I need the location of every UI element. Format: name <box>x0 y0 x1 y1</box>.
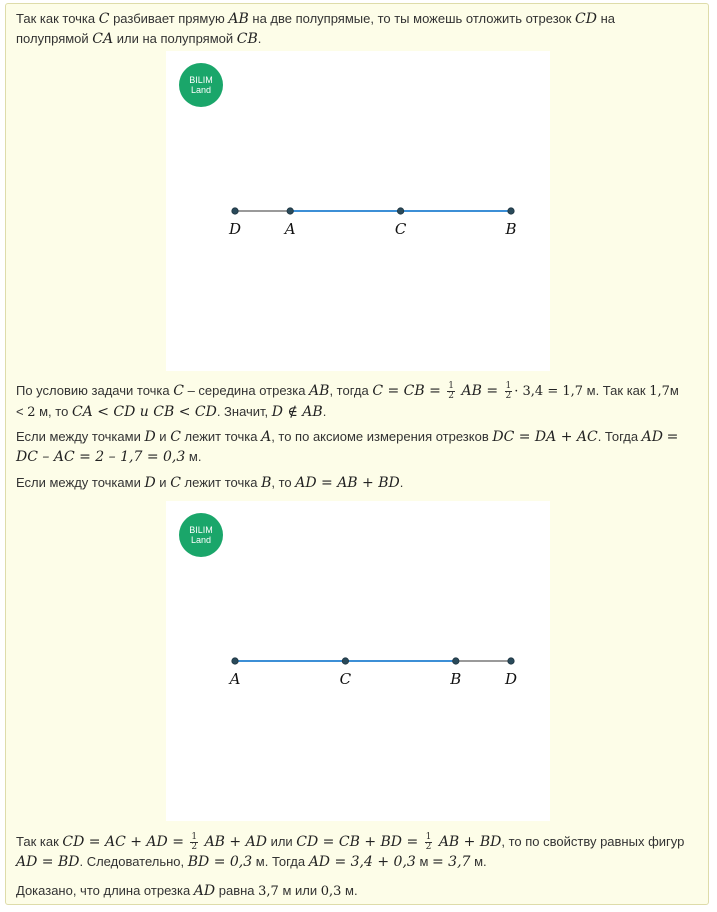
text: равна <box>215 883 259 898</box>
math-inequality: CA < CD и CB < CD <box>71 404 217 420</box>
text: . <box>322 404 327 419</box>
fraction-numerator: 1 <box>505 381 512 392</box>
text: или <box>266 834 297 849</box>
text: м. Тогда <box>252 854 309 870</box>
segment-drawing <box>166 501 550 821</box>
math-CA: CA <box>92 31 114 47</box>
math-AB: AB <box>228 11 249 27</box>
text: – середина отрезка <box>183 383 310 398</box>
text: и <box>155 475 171 490</box>
math-equation: AB = <box>457 383 503 399</box>
point-label-B: B <box>450 670 462 688</box>
math-equation: CD = CB + BD = <box>296 834 423 850</box>
point-B <box>508 208 514 214</box>
math-C: C <box>98 11 110 27</box>
text: , то <box>271 475 296 490</box>
fraction-half <box>505 382 513 401</box>
solution-panel <box>5 3 709 905</box>
math-equation: AD = AB + BD <box>295 475 400 491</box>
fraction-denominator: 2 <box>505 391 512 402</box>
math-A: A <box>261 429 272 445</box>
math-equation: · 3,4 = 1,7 <box>514 384 584 399</box>
text: и <box>155 429 171 444</box>
point-label-D: D <box>228 220 242 238</box>
math-equation: CD = AC + AD = <box>62 834 189 850</box>
math-AB: AB <box>309 383 330 399</box>
math-D: D <box>144 429 156 445</box>
point-label-D: D <box>504 670 518 688</box>
text: По условию задачи точка <box>16 383 174 398</box>
point-C <box>397 208 403 214</box>
bilimland-logo <box>179 513 223 557</box>
math-equation: DC = DA + AC <box>492 429 598 445</box>
text: м. <box>341 883 358 898</box>
math-value: 2 <box>27 405 36 420</box>
text: лежит точка <box>180 475 262 490</box>
text: . <box>399 475 404 490</box>
point-label-A: A <box>229 670 241 688</box>
paragraph-case-A-between <box>16 427 690 467</box>
logo-text: BILIM <box>189 525 213 535</box>
text: , то по свойству равных фигур <box>501 834 685 849</box>
text: разбивает прямую <box>109 11 229 26</box>
text: на две полупрямые, то ты можешь отложить отрезок <box>248 11 576 26</box>
math-equation: = DC – AC = 2 – 1,7 = 0,3 <box>16 429 679 465</box>
point-D <box>508 658 514 664</box>
bilimland-logo <box>179 63 223 107</box>
math-equation: C = CB = <box>372 383 446 399</box>
text: м < <box>16 383 679 419</box>
math-equation: AB + BD <box>434 834 502 850</box>
text: , то по аксиоме измерения отрезков <box>271 429 493 444</box>
math-B: B <box>261 475 272 491</box>
math-CB: CB <box>236 31 258 47</box>
text: лежит точка <box>180 429 262 444</box>
logo-text: Land <box>190 85 212 95</box>
text: на полупрямой <box>16 11 616 46</box>
point-label-B: B <box>505 220 517 238</box>
paragraph-case-B-between <box>16 473 690 493</box>
point-label-A: A <box>284 220 296 238</box>
paragraph-intro <box>16 9 690 49</box>
text: Так как точка <box>16 11 99 26</box>
math-value: 1,7 <box>649 384 670 399</box>
text: м <box>415 854 432 870</box>
math-AD: AD <box>193 883 216 899</box>
point-A <box>287 208 293 214</box>
point-C <box>342 658 348 664</box>
text: , тогда <box>329 383 373 398</box>
logo-text: Land <box>190 535 212 545</box>
fraction-denominator: 2 <box>448 391 455 402</box>
math-D: D <box>144 475 156 491</box>
math-C: C <box>170 475 181 491</box>
fraction-numerator: 1 <box>448 381 455 392</box>
math-CD: CD <box>575 11 597 27</box>
text: м, то <box>35 404 72 419</box>
figure-segment-ACBD <box>166 501 550 821</box>
figure-segment-DACB <box>166 51 550 371</box>
fraction-denominator: 2 <box>191 842 198 853</box>
text: Если между точками <box>16 475 145 490</box>
text: Так как <box>16 834 63 849</box>
text: . Следовательно, <box>79 854 188 870</box>
text: м. <box>185 449 202 464</box>
fraction-half <box>190 833 198 852</box>
segment-drawing <box>166 51 550 371</box>
paragraph-equal-figures <box>16 832 690 872</box>
paragraph-midpoint <box>16 381 690 423</box>
fraction-half <box>425 833 433 852</box>
point-D <box>232 208 238 214</box>
point-label-C: C <box>339 670 352 688</box>
text: Если между точками <box>16 429 145 444</box>
math-value: 3,7 <box>258 884 279 899</box>
math-C: C <box>170 429 181 445</box>
point-A <box>232 658 238 664</box>
math-equation: = 3,7 <box>432 854 471 871</box>
fraction-numerator: 1 <box>425 832 432 843</box>
text: м или <box>278 883 321 898</box>
math-not-in: D ∉ AB <box>271 404 323 420</box>
paragraph-conclusion <box>16 881 690 902</box>
point-B <box>453 658 459 664</box>
math-equation: BD = 0,3 <box>187 854 253 871</box>
fraction-numerator: 1 <box>191 832 198 843</box>
math-AD: AD <box>641 429 664 445</box>
text: . Значит, <box>216 404 272 419</box>
text: м. <box>470 854 487 870</box>
point-label-C: C <box>394 220 407 238</box>
math-value: 0,3 <box>320 884 342 899</box>
fraction-half <box>447 382 455 401</box>
logo-text: BILIM <box>189 75 213 85</box>
text: или на полупрямой <box>113 31 237 46</box>
math-equation: AD = 3,4 + 0,3 <box>308 854 416 871</box>
text: . Тогда <box>597 429 642 444</box>
text: . <box>257 31 262 46</box>
text: м. Так как <box>583 383 650 398</box>
text: Доказано, что длина отрезка <box>16 883 194 898</box>
math-C: C <box>173 383 184 399</box>
math-equation: AD = BD <box>16 854 80 871</box>
fraction-denominator: 2 <box>425 842 432 853</box>
math-equation: AB + AD <box>200 834 267 850</box>
